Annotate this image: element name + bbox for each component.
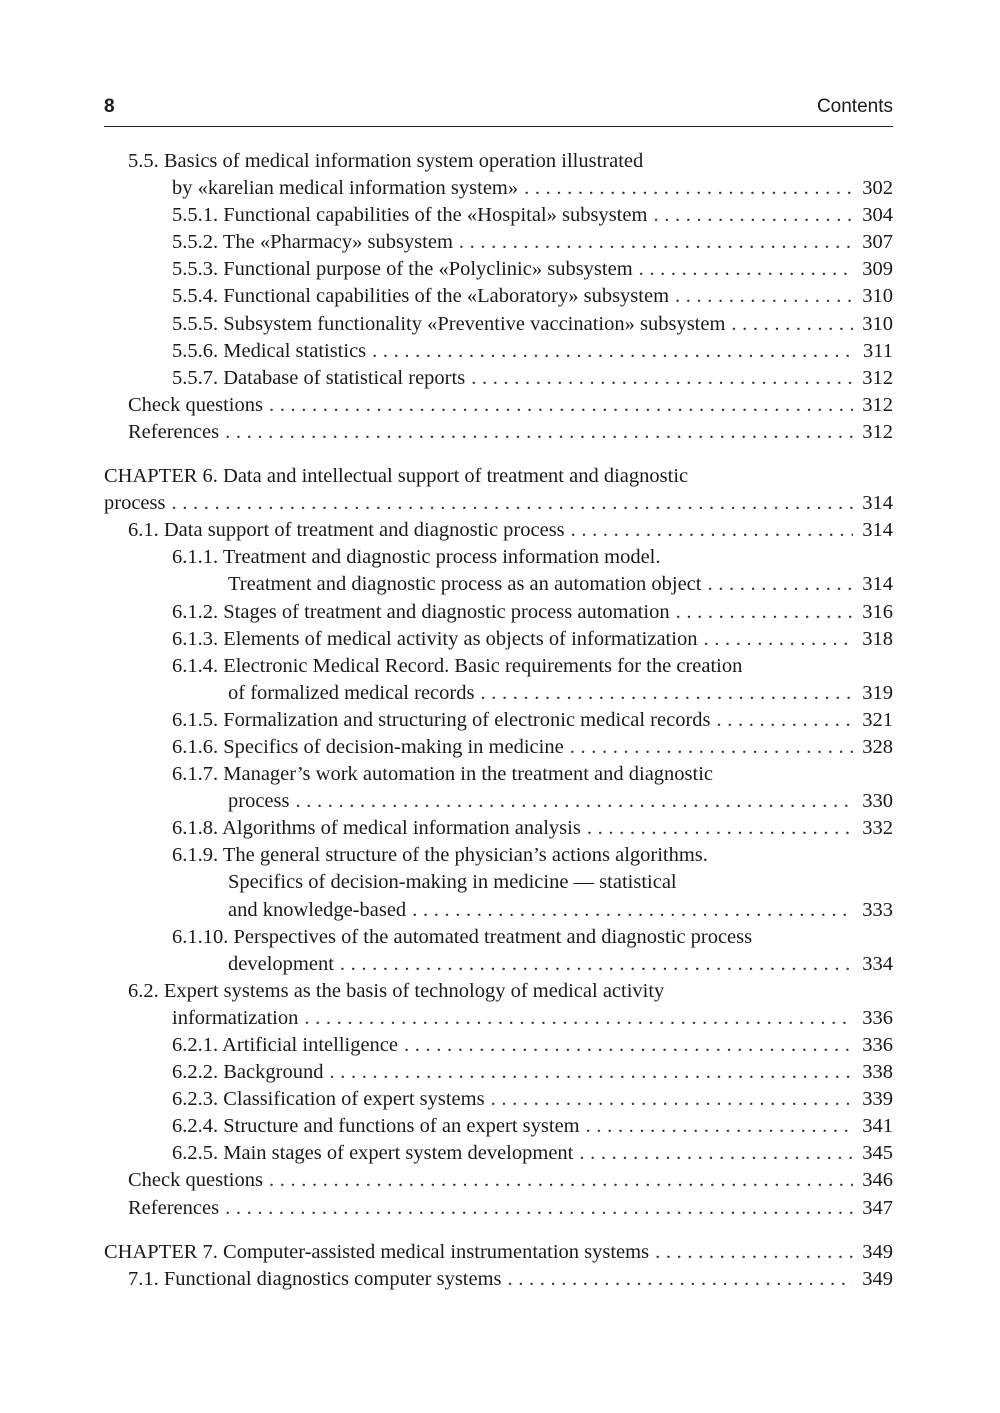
toc-entry-title: 6.2. Expert systems as the basis of technology of medical activity bbox=[128, 979, 665, 1002]
toc-entry-title: development bbox=[228, 952, 334, 975]
toc-entry bbox=[104, 653, 893, 680]
toc-entry-title: 6.1.1. Treatment and diagnostic process information model. bbox=[172, 546, 661, 569]
toc-entry bbox=[104, 897, 893, 924]
toc-entry-title: process bbox=[104, 492, 166, 515]
toc-entry bbox=[104, 761, 893, 788]
toc-entry-title: 6.1.6. Specifics of decision-making in medicine bbox=[172, 735, 564, 758]
page-header bbox=[104, 92, 893, 127]
dot-leader bbox=[304, 1005, 853, 1032]
toc-entry-title: 6.2.4. Structure and functions of an expert system bbox=[172, 1115, 580, 1138]
toc-entry-title: 5.5.1. Functional capabilities of the «Hospital» subsystem bbox=[172, 204, 648, 227]
toc-entry bbox=[104, 1005, 893, 1032]
toc-entry-title: 6.2.3. Classification of expert systems bbox=[172, 1088, 485, 1111]
toc-entry bbox=[104, 544, 893, 571]
toc-entry-title: Treatment and diagnostic process as an automation object bbox=[228, 573, 702, 596]
toc-entry bbox=[104, 1266, 893, 1293]
dot-leader bbox=[639, 256, 853, 283]
toc-entry bbox=[104, 392, 893, 419]
toc-entry bbox=[104, 1086, 893, 1113]
toc-page-number: 346 bbox=[862, 1169, 893, 1192]
toc-entry bbox=[104, 707, 893, 734]
toc-entry-title: 5.5.7. Database of statistical reports bbox=[172, 366, 466, 389]
toc-entry-title: 6.1.4. Electronic Medical Record. Basic requirements for the creation bbox=[172, 654, 743, 677]
toc-entry bbox=[104, 599, 893, 626]
dot-leader bbox=[171, 490, 853, 517]
toc-entry bbox=[104, 734, 893, 761]
toc-entry bbox=[104, 283, 893, 310]
toc-entry-title: CHAPTER 6. Data and intellectual support of treatment and diagnostic bbox=[104, 465, 689, 488]
dot-leader bbox=[340, 951, 853, 978]
dot-leader bbox=[707, 571, 853, 598]
toc-entry bbox=[104, 419, 893, 446]
toc-entry bbox=[104, 815, 893, 842]
toc-entry bbox=[104, 626, 893, 653]
toc-entry bbox=[104, 365, 893, 392]
toc-entry bbox=[104, 1195, 893, 1222]
dot-leader bbox=[579, 1140, 853, 1167]
toc-page-number: 330 bbox=[862, 790, 893, 813]
toc-entry-title: informatization bbox=[172, 1006, 299, 1029]
table-of-contents bbox=[104, 148, 893, 1293]
toc-page-number: 319 bbox=[862, 681, 893, 704]
dot-leader bbox=[587, 815, 853, 842]
toc-entry-title: 6.1.10. Perspectives of the automated treatment and diagnostic process bbox=[172, 925, 753, 948]
toc-entry-title: Specifics of decision-making in medicine — statistical bbox=[228, 871, 677, 894]
toc-entry-title: 5.5.6. Medical statistics bbox=[172, 339, 367, 362]
dot-leader bbox=[329, 1059, 853, 1086]
dot-leader bbox=[508, 1266, 853, 1293]
toc-page-number: 304 bbox=[862, 204, 893, 227]
dot-leader bbox=[269, 392, 853, 419]
toc-entry-title: by «karelian medical information system» bbox=[172, 177, 519, 200]
toc-entry-title: 6.2.2. Background bbox=[172, 1061, 324, 1084]
toc-page-number: 349 bbox=[862, 1267, 893, 1290]
toc-page-number: 321 bbox=[862, 708, 893, 731]
toc-chapter-entry bbox=[104, 490, 893, 517]
toc-page-number: 328 bbox=[862, 735, 893, 758]
dot-leader bbox=[471, 365, 853, 392]
toc-entry-title: Check questions bbox=[128, 1169, 263, 1192]
toc-page-number: 336 bbox=[862, 1006, 893, 1029]
toc-entry bbox=[104, 680, 893, 707]
toc-entry-title: 6.2.5. Main stages of expert system development bbox=[172, 1142, 574, 1165]
dot-leader bbox=[225, 1195, 853, 1222]
toc-entry bbox=[104, 202, 893, 229]
toc-entry-title: 6.1.9. The general structure of the physician’s actions algorithms. bbox=[172, 844, 708, 867]
toc-page-number: 349 bbox=[862, 1240, 893, 1263]
dot-leader bbox=[676, 599, 853, 626]
toc-entry bbox=[104, 175, 893, 202]
toc-entry bbox=[104, 978, 893, 1005]
toc-entry-title: 6.1. Data support of treatment and diagnostic process bbox=[128, 519, 565, 542]
toc-entry bbox=[104, 1113, 893, 1140]
dot-leader bbox=[703, 626, 853, 653]
toc-entry-title: 5.5.3. Functional purpose of the «Polyclinic» subsystem bbox=[172, 258, 633, 281]
dot-leader bbox=[731, 311, 853, 338]
toc-page-number: 334 bbox=[862, 952, 893, 975]
page-number: 8 bbox=[104, 96, 115, 117]
toc-page-number: 312 bbox=[862, 393, 893, 416]
dot-leader bbox=[586, 1113, 853, 1140]
toc-entry-title: References bbox=[128, 1196, 220, 1219]
toc-page-number: 310 bbox=[862, 285, 893, 308]
toc-page-number: 310 bbox=[862, 312, 893, 335]
dot-leader bbox=[269, 1167, 853, 1194]
toc-entry bbox=[104, 951, 893, 978]
toc-entry-title: 6.1.2. Stages of treatment and diagnostic process automation bbox=[172, 600, 670, 623]
dot-leader bbox=[524, 175, 853, 202]
toc-entry-title: Check questions bbox=[128, 393, 263, 416]
toc-entry-title: References bbox=[128, 420, 220, 443]
toc-entry bbox=[104, 571, 893, 598]
toc-entry bbox=[104, 869, 893, 896]
toc-page-number: 314 bbox=[862, 519, 893, 542]
section-gap bbox=[104, 1222, 893, 1239]
dot-leader bbox=[459, 229, 853, 256]
toc-entry-title: 6.1.7. Manager’s work automation in the treatment and diagnostic bbox=[172, 763, 714, 786]
toc-page-number: 309 bbox=[862, 258, 893, 281]
toc-entry-title: 6.1.3. Elements of medical activity as objects of informatization bbox=[172, 627, 698, 650]
dot-leader bbox=[571, 517, 853, 544]
toc-entry-title: and knowledge-based bbox=[228, 898, 407, 921]
toc-page-number: 312 bbox=[862, 420, 893, 443]
toc-entry-title: CHAPTER 7. Computer-assisted medical instrumentation systems bbox=[104, 1240, 650, 1263]
toc-page-number: 341 bbox=[862, 1115, 893, 1138]
toc-entry-title: of formalized medical records bbox=[228, 681, 475, 704]
toc-page-number: 333 bbox=[862, 898, 893, 921]
toc-page-number: 338 bbox=[862, 1061, 893, 1084]
dot-leader bbox=[570, 734, 853, 761]
toc-page-number: 314 bbox=[862, 573, 893, 596]
dot-leader bbox=[717, 707, 853, 734]
toc-entry bbox=[104, 229, 893, 256]
toc-entry-title: process bbox=[228, 790, 290, 813]
toc-page-number: 311 bbox=[863, 339, 893, 362]
toc-entry-title: 6.1.5. Formalization and structuring of electronic medical records bbox=[172, 708, 711, 731]
toc-entry bbox=[104, 788, 893, 815]
toc-chapter-entry bbox=[104, 1239, 893, 1266]
toc-page-number: 314 bbox=[862, 492, 893, 515]
dot-leader bbox=[491, 1086, 853, 1113]
dot-leader bbox=[655, 1239, 853, 1266]
dot-leader bbox=[372, 338, 853, 365]
toc-entry bbox=[104, 256, 893, 283]
dot-leader bbox=[653, 202, 853, 229]
toc-entry bbox=[104, 1032, 893, 1059]
dot-leader bbox=[480, 680, 853, 707]
toc-page-number: 316 bbox=[862, 600, 893, 623]
toc-entry-title: 5.5. Basics of medical information system operation illustrated bbox=[128, 150, 644, 172]
toc-page-number: 339 bbox=[862, 1088, 893, 1111]
toc-page-number: 312 bbox=[862, 366, 893, 389]
toc-entry bbox=[104, 517, 893, 544]
dot-leader bbox=[295, 788, 853, 815]
dot-leader bbox=[675, 283, 853, 310]
toc-entry bbox=[104, 842, 893, 869]
toc-entry bbox=[104, 148, 893, 175]
toc-entry bbox=[104, 1059, 893, 1086]
toc-page-number: 332 bbox=[862, 817, 893, 840]
toc-page-number: 336 bbox=[862, 1034, 893, 1056]
toc-entry-title: 5.5.2. The «Pharmacy» subsystem bbox=[172, 231, 453, 254]
toc-page-number: 347 bbox=[862, 1196, 893, 1219]
toc-entry bbox=[104, 1140, 893, 1167]
toc-entry-title: 7.1. Functional diagnostics computer systems bbox=[128, 1267, 502, 1290]
dot-leader bbox=[412, 897, 853, 924]
toc-page-number: 307 bbox=[862, 231, 893, 254]
toc-page-number: 345 bbox=[862, 1142, 893, 1165]
toc-entry bbox=[104, 1167, 893, 1194]
dot-leader bbox=[404, 1032, 853, 1059]
toc-page-number: 302 bbox=[862, 177, 893, 200]
toc-entry bbox=[104, 924, 893, 951]
toc-entry bbox=[104, 338, 893, 365]
toc-chapter-entry bbox=[104, 463, 893, 490]
toc-page-number: 318 bbox=[862, 627, 893, 650]
section-gap bbox=[104, 446, 893, 463]
toc-entry-title: 6.1.8. Algorithms of medical information analysis bbox=[172, 817, 581, 840]
toc-entry-title: 6.2.1. Artificial intelligence bbox=[172, 1034, 399, 1056]
toc-entry-title: 5.5.5. Subsystem functionality «Preventive vaccination» subsystem bbox=[172, 312, 726, 335]
dot-leader bbox=[225, 419, 853, 446]
running-title: Contents bbox=[816, 96, 893, 117]
toc-entry-title: 5.5.4. Functional capabilities of the «Laboratory» subsystem bbox=[172, 285, 670, 308]
toc-entry bbox=[104, 311, 893, 338]
